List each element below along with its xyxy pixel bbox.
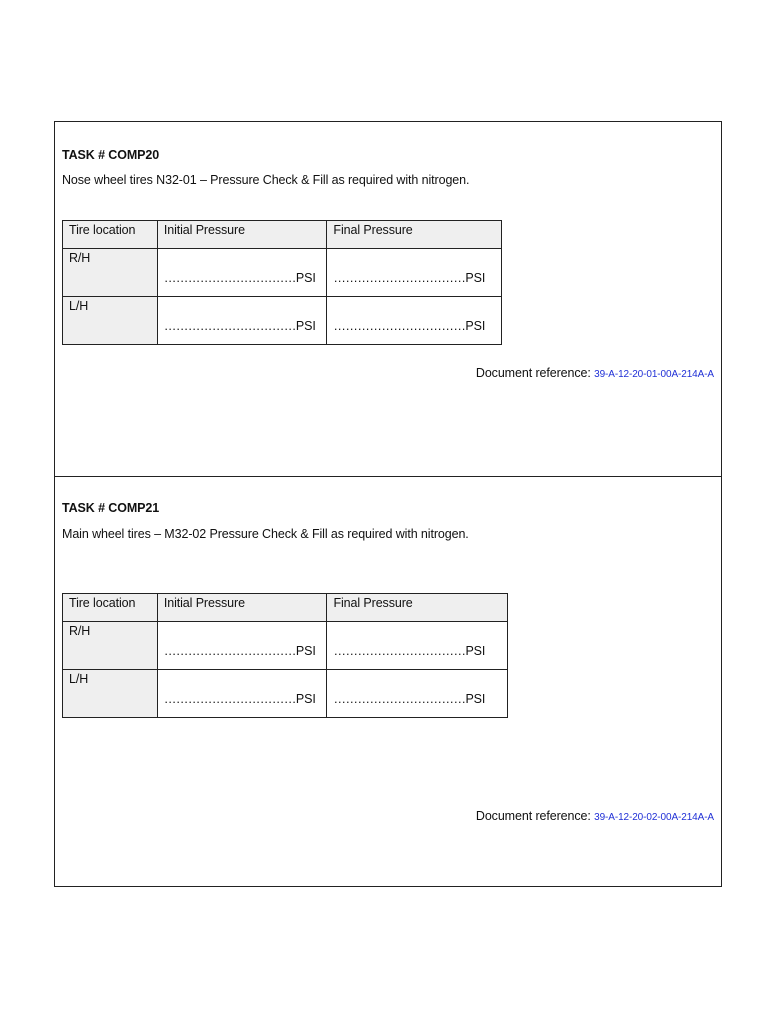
document-reference-label: Document reference:	[475, 809, 591, 823]
unit-label: PSI	[465, 692, 486, 706]
unit-label: PSI	[465, 319, 486, 333]
task-title: TASK # COMP21	[62, 501, 160, 515]
fill-dots: ……………………………	[333, 271, 466, 285]
fill-dots: ……………………………	[333, 692, 466, 706]
document-reference-label: Document reference:	[475, 366, 591, 380]
fill-dots: ……………………………	[163, 271, 296, 285]
fill-dots: ……………………………	[333, 319, 466, 333]
table-row	[63, 670, 508, 718]
document-reference	[476, 366, 714, 380]
initial-pressure-field[interactable]	[157, 622, 327, 670]
table-header-row	[63, 221, 502, 249]
tire-location-cell: L/H	[63, 297, 158, 345]
task-title: TASK # COMP20	[62, 148, 160, 162]
task-card-frame	[54, 121, 722, 887]
final-pressure-field[interactable]	[327, 297, 502, 345]
tire-location-cell: L/H	[63, 670, 158, 718]
final-pressure-field[interactable]	[327, 249, 502, 297]
table-row	[63, 297, 502, 345]
header-initial-pressure: Initial Pressure	[157, 594, 327, 622]
unit-label: PSI	[295, 692, 316, 706]
task-description: Nose wheel tires N32-01 – Pressure Check & Fill as required with nitrogen.	[62, 173, 470, 187]
task-section-comp21	[55, 477, 721, 886]
fill-dots: ……………………………	[163, 319, 296, 333]
pressure-table	[62, 220, 502, 345]
final-pressure-field[interactable]	[327, 622, 508, 670]
document-reference-link[interactable]: 39-A-12-20-01-00A-214A-A	[594, 369, 714, 380]
initial-pressure-field[interactable]	[157, 297, 327, 345]
tire-location-cell: R/H	[63, 622, 158, 670]
header-tire-location: Tire location	[63, 594, 158, 622]
initial-pressure-field[interactable]	[157, 249, 327, 297]
unit-label: PSI	[295, 319, 316, 333]
fill-dots: ……………………………	[163, 692, 296, 706]
document-reference	[476, 809, 714, 823]
task-section-comp20	[55, 122, 721, 477]
unit-label: PSI	[465, 644, 486, 658]
document-reference-link[interactable]: 39-A-12-20-02-00A-214A-A	[594, 812, 714, 823]
task-description: Main wheel tires – M32-02 Pressure Check & Fill as required with nitrogen.	[62, 527, 469, 541]
header-final-pressure: Final Pressure	[327, 221, 502, 249]
header-tire-location: Tire location	[63, 221, 158, 249]
unit-label: PSI	[465, 271, 486, 285]
fill-dots: ……………………………	[163, 644, 296, 658]
initial-pressure-field[interactable]	[157, 670, 327, 718]
unit-label: PSI	[295, 644, 316, 658]
unit-label: PSI	[295, 271, 316, 285]
table-header-row	[63, 594, 508, 622]
fill-dots: ……………………………	[333, 644, 466, 658]
header-initial-pressure: Initial Pressure	[157, 221, 327, 249]
table-row	[63, 622, 508, 670]
tire-location-cell: R/H	[63, 249, 158, 297]
table-row	[63, 249, 502, 297]
header-final-pressure: Final Pressure	[327, 594, 508, 622]
final-pressure-field[interactable]	[327, 670, 508, 718]
pressure-table	[62, 593, 508, 718]
